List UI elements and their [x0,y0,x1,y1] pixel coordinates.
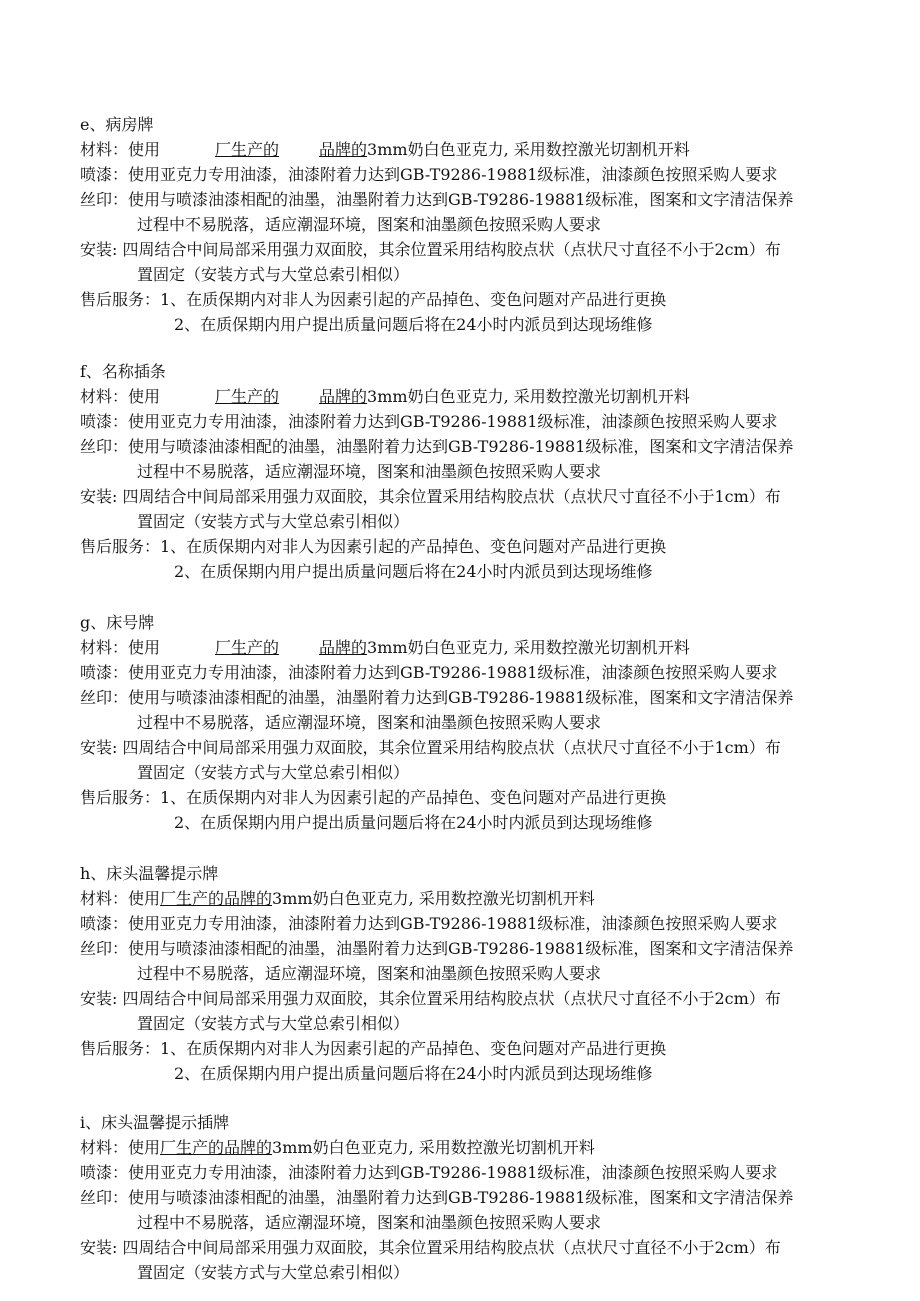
install-line: 安装: 四周结合中间局部采用强力双面胶，其余位置采用结构胶点状（点状尺寸直径不小于2cm）布 [80,1238,781,1257]
service-line-2: 2、在质保期内用户提出质量问题后将在24小时内派员到达现场维修 [174,315,653,334]
maker-blank: 厂生产的 [215,140,280,159]
section-heading: f、名称插条 [80,362,166,381]
section-g [80,610,900,835]
print-line: 丝印：使用与喷漆油漆相配的油墨，油墨附着力达到GB-T9286-19881级标准，图案和文字清洁保养 [80,437,794,456]
material-lead: 材料：使用 [80,140,161,159]
material-rest: 3mm奶白色亚克力, 采用数控激光切割机开料 [367,140,690,159]
paint-line: 喷漆：使用亚克力专用油漆，油漆附着力达到GB-T9286-19881级标准，油漆颜色按照采购人要求 [80,412,778,431]
material-lead: 材料：使用 [80,1138,161,1157]
paint-line: 喷漆：使用亚克力专用油漆，油漆附着力达到GB-T9286-19881级标准，油漆颜色按照采购人要求 [80,663,778,682]
print-line-continued: 过程中不易脱落，适应潮湿环境，图案和油墨颜色按照采购人要求 [137,713,602,732]
maker-blank: 厂生产的 [160,1138,225,1157]
install-line: 安装: 四周结合中间局部采用强力双面胶，其余位置采用结构胶点状（点状尺寸直径不小于2cm）布 [80,240,781,259]
material-lead: 材料：使用 [80,638,161,657]
material-line [80,635,900,660]
material-line [80,886,900,911]
section-h [80,861,900,1086]
paint-line: 喷漆：使用亚克力专用油漆，油漆附着力达到GB-T9286-19881级标准，油漆颜色按照采购人要求 [80,914,778,933]
material-rest: 3mm奶白色亚克力, 采用数控激光切割机开料 [367,638,690,657]
material-rest: 3mm奶白色亚克力, 采用数控激光切割机开料 [367,387,690,406]
maker-blank: 厂生产的 [215,638,280,657]
install-line-continued: 置固定（安装方式与大堂总索引相似） [137,1014,410,1033]
maker-blank: 厂生产的 [160,889,225,908]
service-line-2: 2、在质保期内用户提出质量问题后将在24小时内派员到达现场维修 [174,562,653,581]
service-line-2: 2、在质保期内用户提出质量问题后将在24小时内派员到达现场维修 [174,813,653,832]
material-line [80,1135,900,1160]
section-f [80,359,900,584]
print-line-continued: 过程中不易脱落，适应潮湿环境，图案和油墨颜色按照采购人要求 [137,1213,602,1232]
install-line-continued: 置固定（安装方式与大堂总索引相似） [137,763,410,782]
print-line: 丝印：使用与喷漆油漆相配的油墨，油墨附着力达到GB-T9286-19881级标准，图案和文字清洁保养 [80,939,794,958]
service-line-1: 售后服务：1、在质保期内对非人为因素引起的产品掉色、变色问题对产品进行更换 [80,788,667,807]
material-lead: 材料：使用 [80,387,161,406]
print-line: 丝印：使用与喷漆油漆相配的油墨，油墨附着力达到GB-T9286-19881级标准，图案和文字清洁保养 [80,688,794,707]
section-e [80,112,900,337]
install-line: 安装: 四周结合中间局部采用强力双面胶，其余位置采用结构胶点状（点状尺寸直径不小于2cm）布 [80,989,781,1008]
section-heading: e、病房牌 [80,115,154,134]
print-line-continued: 过程中不易脱落，适应潮湿环境，图案和油墨颜色按照采购人要求 [137,462,602,481]
brand-blank: 品牌的 [319,387,368,406]
material-rest: 3mm奶白色亚克力, 采用数控激光切割机开料 [272,1138,595,1157]
print-line-continued: 过程中不易脱落，适应潮湿环境，图案和油墨颜色按照采购人要求 [137,964,602,983]
service-line-2: 2、在质保期内用户提出质量问题后将在24小时内派员到达现场维修 [174,1064,653,1083]
section-i [80,1110,900,1285]
material-rest: 3mm奶白色亚克力, 采用数控激光切割机开料 [272,889,595,908]
install-line-continued: 置固定（安装方式与大堂总索引相似） [137,1263,410,1282]
brand-blank: 品牌的 [319,638,368,657]
section-heading: i、床头温馨提示插牌 [80,1113,230,1132]
print-line: 丝印：使用与喷漆油漆相配的油墨，油墨附着力达到GB-T9286-19881级标准，图案和文字清洁保养 [80,190,794,209]
install-line: 安装: 四周结合中间局部采用强力双面胶，其余位置采用结构胶点状（点状尺寸直径不小于1cm）布 [80,738,781,757]
service-line-1: 售后服务：1、在质保期内对非人为因素引起的产品掉色、变色问题对产品进行更换 [80,290,667,309]
paint-line: 喷漆：使用亚克力专用油漆，油漆附着力达到GB-T9286-19881级标准，油漆颜色按照采购人要求 [80,1163,778,1182]
section-heading: h、床头温馨提示牌 [80,864,219,883]
material-lead: 材料：使用 [80,889,161,908]
brand-blank: 品牌的 [224,889,273,908]
paint-line: 喷漆：使用亚克力专用油漆，油漆附着力达到GB-T9286-19881级标准，油漆颜色按照采购人要求 [80,165,778,184]
install-line-continued: 置固定（安装方式与大堂总索引相似） [137,512,410,531]
material-line [80,384,900,409]
install-line: 安装: 四周结合中间局部采用强力双面胶，其余位置采用结构胶点状（点状尺寸直径不小于1cm）布 [80,487,781,506]
print-line: 丝印：使用与喷漆油漆相配的油墨，油墨附着力达到GB-T9286-19881级标准，图案和文字清洁保养 [80,1188,794,1207]
section-heading: g、床号牌 [80,613,155,632]
service-line-1: 售后服务：1、在质保期内对非人为因素引起的产品掉色、变色问题对产品进行更换 [80,537,667,556]
maker-blank: 厂生产的 [215,387,280,406]
service-line-1: 售后服务：1、在质保期内对非人为因素引起的产品掉色、变色问题对产品进行更换 [80,1039,667,1058]
brand-blank: 品牌的 [319,140,368,159]
material-line [80,137,900,162]
brand-blank: 品牌的 [224,1138,273,1157]
install-line-continued: 置固定（安装方式与大堂总索引相似） [137,265,410,284]
print-line-continued: 过程中不易脱落，适应潮湿环境，图案和油墨颜色按照采购人要求 [137,215,602,234]
